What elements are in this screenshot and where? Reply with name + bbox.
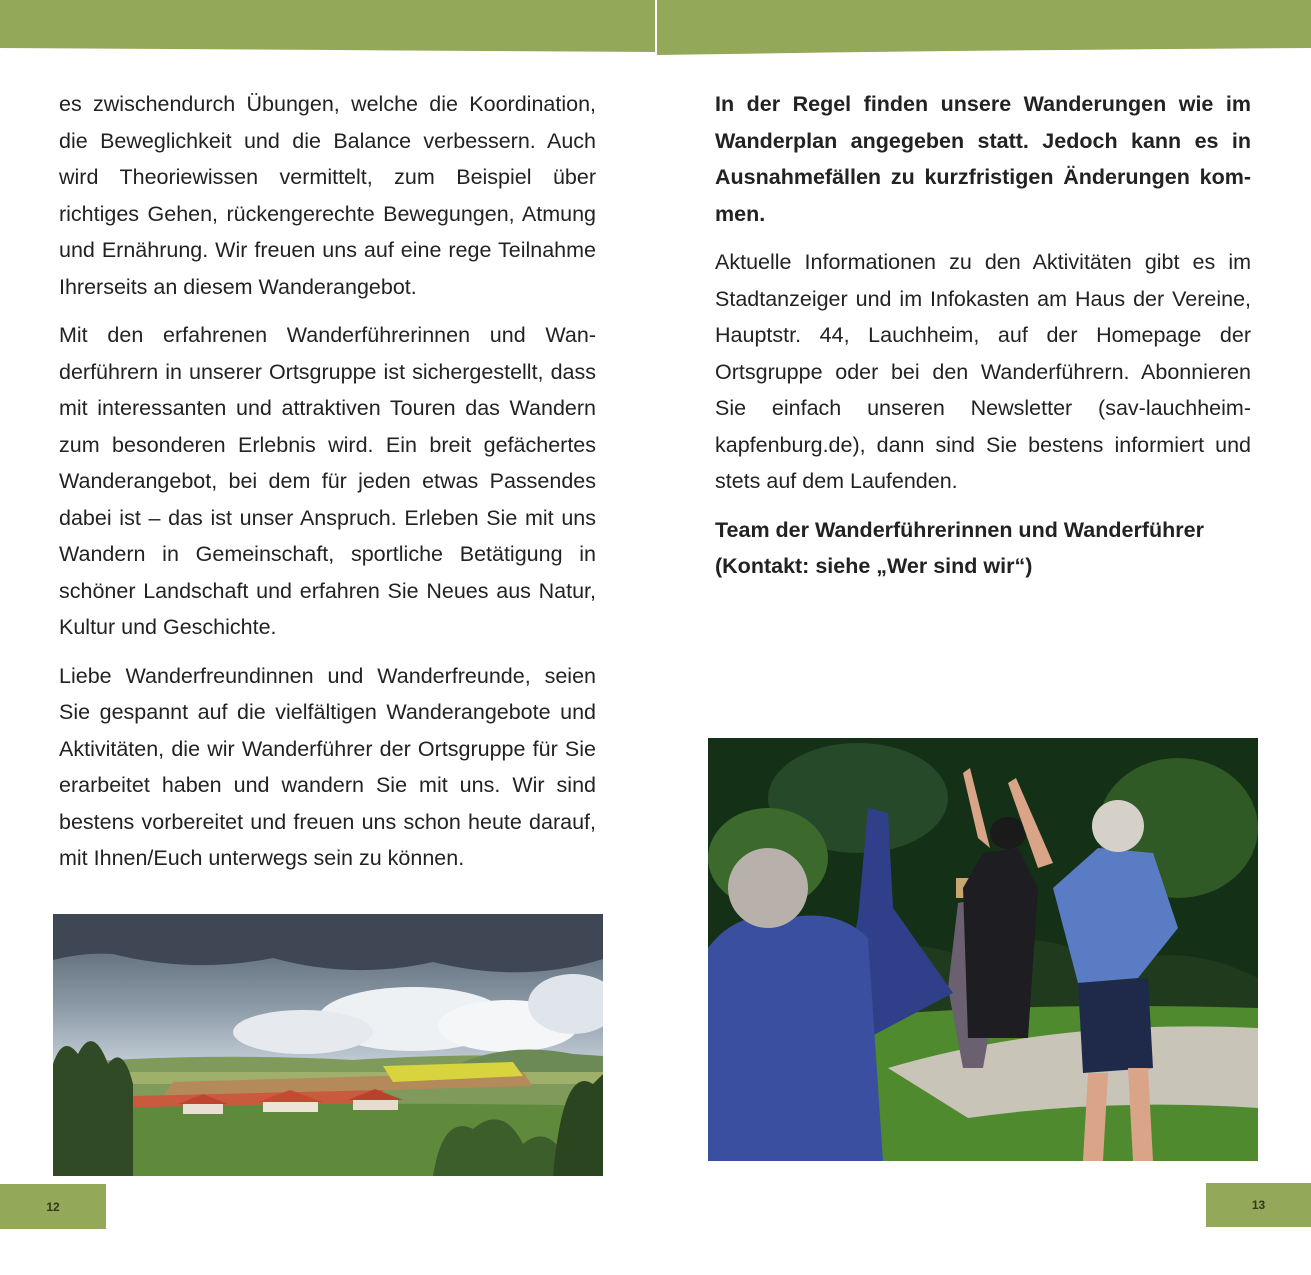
team-signature xyxy=(715,512,1251,585)
left-paragraph-2: Mit den erfahrenen Wanderführerinnen und Wanderführern in unserer Ortsgruppe ist sichergestellt, dass mit interessanten und attraktiven Touren das Wandern zum besonderen Erlebnis wird. Ein breit gefächertes Wanderangebot, bei dem für jeden etwas Passendes dabei ist – das ist unser Anspruch. Erleben Sie mit uns Wandern in Gemeinschaft, sportliche Betätigung in schöner Landschaft und erfahren Sie Neues aus Natur, Kultur und Geschichte. xyxy=(59,323,596,639)
header-band xyxy=(0,0,1311,62)
page-number-right: 13 xyxy=(1206,1183,1311,1227)
left-page-text xyxy=(59,86,596,889)
landscape-photo xyxy=(53,914,603,1176)
hikers-photo xyxy=(708,738,1258,1161)
left-paragraph-3: Liebe Wanderfreundinnen und Wanderfreunde, seien Sie gespannt auf die vielfältigen Wanderangebote und Aktivitäten, die wir Wanderführer der Ortsgruppe für Sie erarbeitet haben und wandern Sie mit uns. Wir sind bestens vorbereitet und freuen uns schon heute darauf, mit Ihnen/Euch unterwegs sein zu können. xyxy=(59,663,596,870)
right-page-text xyxy=(715,86,1251,585)
left-paragraph-1: es zwischendurch Übungen, welche die Koordination, die Beweglichkeit und die Balance verbessern. Auch wird Theoriewissen vermittelt, zum Beispiel über richtiges Gehen, rückengerechte Bewegungen, Atmung und Ernährung. Wir freuen uns auf eine rege Teilnahme Ihrerseits an diesem Wanderangebot. xyxy=(59,92,596,299)
schedule-notice: In der Regel finden unsere Wanderungen wie im Wanderplan angegeben statt. Jedoch kann es in Ausnahmefällen zu kurzfristigen Änderungen kommen. xyxy=(715,92,1251,226)
page-number-left: 12 xyxy=(0,1184,106,1229)
signature-line-2: (Kontakt: siehe „Wer sind wir“) xyxy=(715,554,1033,578)
signature-line-1: Team der Wanderführerinnen und Wanderführer xyxy=(715,517,1204,542)
info-paragraph: Aktuelle Informationen zu den Aktivitäten gibt es im Stadtanzeiger und im Infokasten am Haus der Vereine, Hauptstr. 44, Lauchheim, auf der Homepage der Ortsgruppe oder bei den Wanderführern. Abonnieren Sie einfach unseren Newsletter (sav-lauchheim-kapfenburg.de), dann sind Sie bestens informiert und stets auf dem Laufenden. xyxy=(715,250,1251,493)
